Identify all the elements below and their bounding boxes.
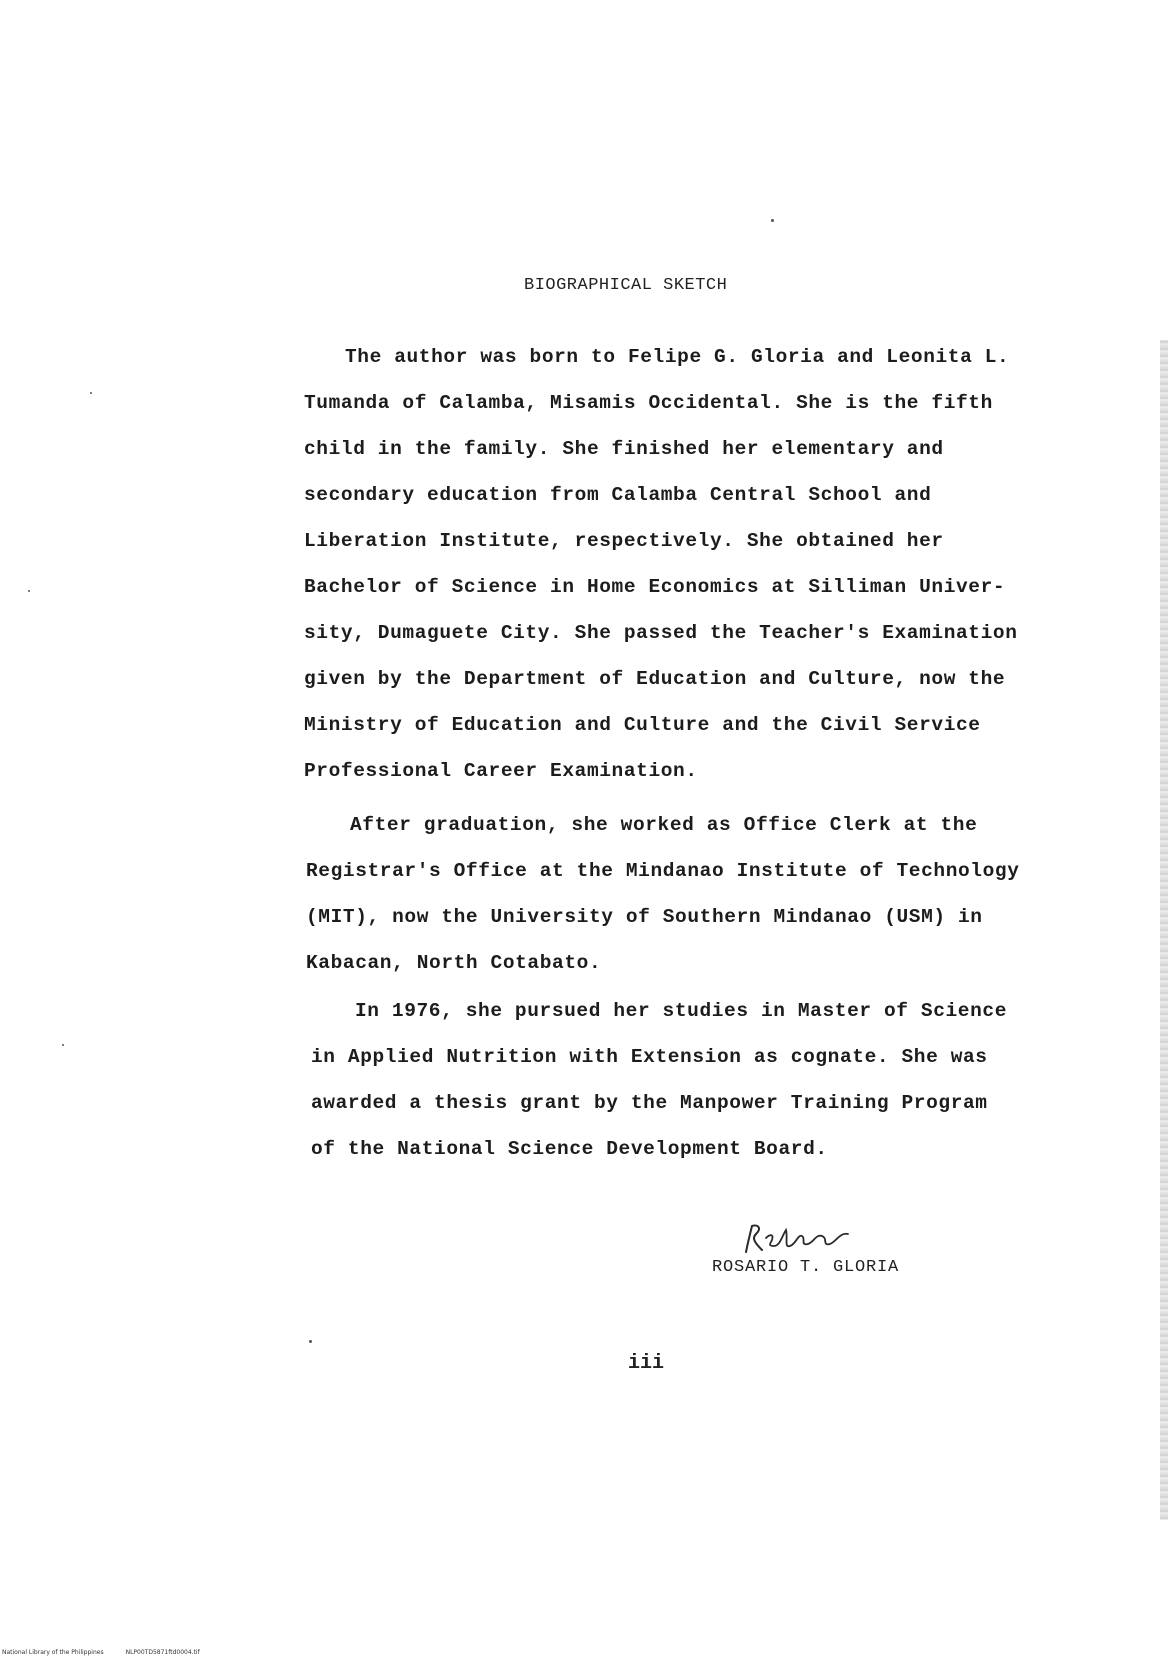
text-line: Tumanda of Calamba, Misamis Occidental. She is the fifth: [304, 392, 993, 414]
text-line: After graduation, she worked as Office Clerk at the: [350, 814, 978, 836]
handwritten-signature: [740, 1216, 930, 1260]
text-line: In 1976, she pursued her studies in Master of Science: [355, 1000, 1008, 1022]
text-line: Kabacan, North Cotabato.: [306, 952, 602, 974]
text-line: child in the family. She finished her elementary and: [304, 438, 944, 460]
scan-speck: [28, 590, 30, 592]
text-line: Professional Career Examination.: [304, 760, 698, 782]
text-line: secondary education from Calamba Central School and: [304, 484, 932, 506]
text-line: Liberation Institute, respectively. She obtained her: [304, 530, 944, 552]
footer-library: National Library of the Philippines: [2, 1649, 104, 1656]
text-line: Ministry of Education and Culture and the Civil Service: [304, 714, 981, 736]
text-line: in Applied Nutrition with Extension as cognate. She was: [311, 1046, 988, 1068]
document-title: BIOGRAPHICAL SKETCH: [524, 276, 728, 295]
text-line: Registrar's Office at the Mindanao Institute of Technology: [306, 860, 1020, 882]
text-line: of the National Science Development Board.: [311, 1138, 828, 1160]
text-line: The author was born to Felipe G. Gloria and Leonita L.: [345, 346, 1010, 368]
footer-file: NLP00TD5871ftd0004.tif: [125, 1649, 200, 1656]
text-line: sity, Dumaguete City. She passed the Teacher's Examination: [304, 622, 1018, 644]
scan-speck: [309, 1340, 312, 1343]
footer: [2, 1649, 200, 1656]
signature-name: ROSARIO T. GLORIA: [712, 1258, 900, 1277]
text-line: (MIT), now the University of Southern Mindanao (USM) in: [306, 906, 983, 928]
scan-speck: [62, 1044, 64, 1046]
scan-edge-shadow: [1160, 340, 1168, 1520]
scan-speck: [771, 219, 774, 222]
page-number: iii: [628, 1352, 665, 1375]
text-line: given by the Department of Education and Culture, now the: [304, 668, 1006, 690]
scan-speck: [90, 392, 92, 394]
text-line: Bachelor of Science in Home Economics at Silliman Univer-: [304, 576, 1006, 598]
text-line: awarded a thesis grant by the Manpower Training Program: [311, 1092, 988, 1114]
